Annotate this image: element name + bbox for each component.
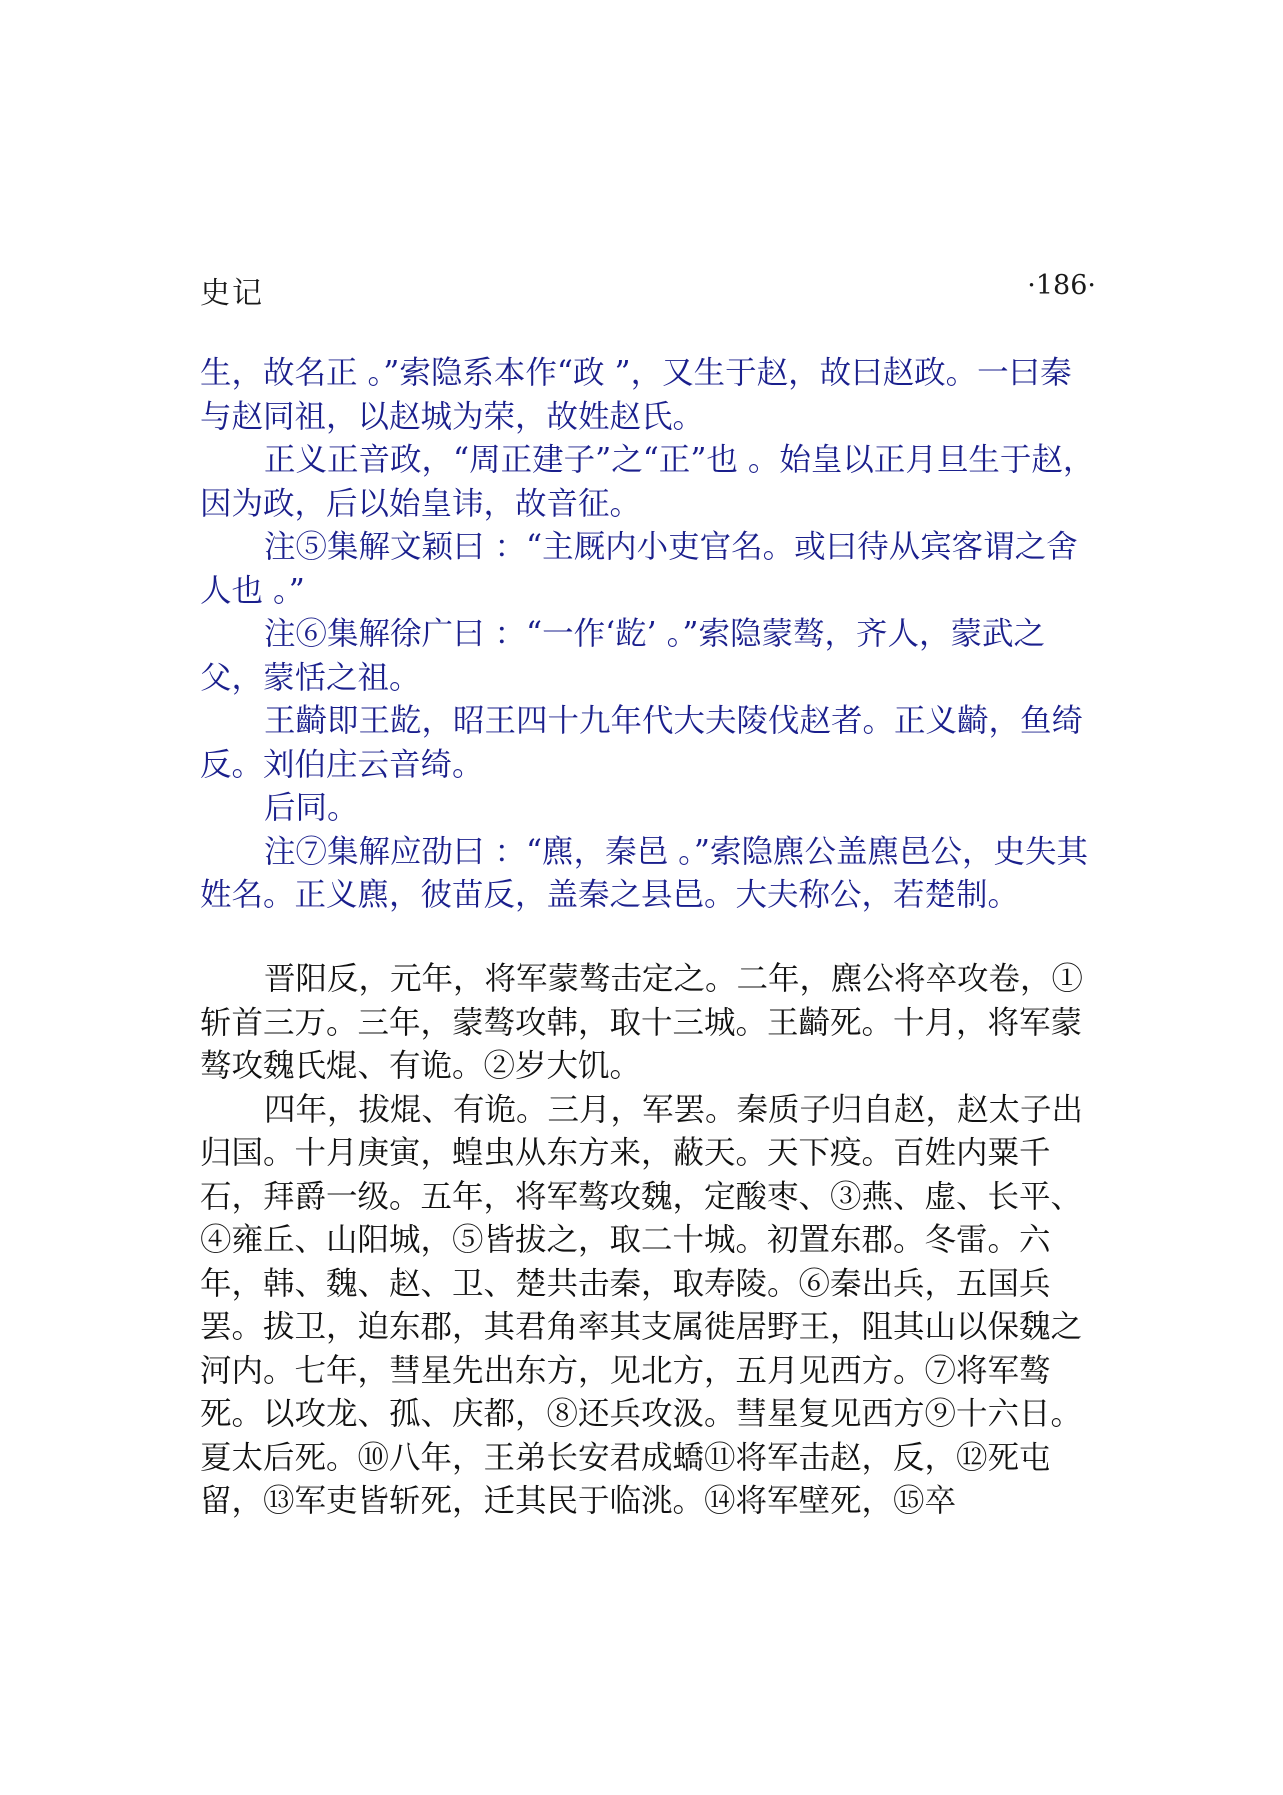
note-paragraph: 后同。	[264, 790, 359, 826]
book-title: 史记	[200, 276, 264, 311]
note-paragraph: 注⑦集解应劭曰 ：“麃，秦邑 。”索隐麃公盖麃邑公，史失其姓名。正义麃，彼苗反，盖秦之县邑。大夫称公，若楚制。	[200, 833, 1088, 913]
note-paragraph: 注⑥集解徐广曰 ：“一作‘龁’ 。”索隐蒙骜，齐人，蒙武之父，蒙恬之祖。	[200, 616, 1046, 696]
page-number: ·186·	[1027, 270, 1096, 301]
annotation-block	[200, 352, 1100, 918]
main-paragraph: 四年，拔焜、有诡。三月，军罢。秦质子归自赵，赵太子出归国。十月庚寅，蝗虫从东方来，蔽天。天下疫。百姓内粟千石，拜爵一级。五年，将军骜攻魏，定酸枣、③燕、虚、长平、④雍丘、山阳城，⑤皆拔之，取二十城。初置东郡。冬雷。六年，韩、魏、赵、卫、楚共击秦，取寿陵。⑥秦出兵，五国兵罢。拔卫，迫东郡，其君角率其支属徙居野王，阻其山以保魏之河内。七年，彗星先出东方，见北方，五月见西方。⑦将军骜死。以攻龙、孤、庆都，⑧还兵攻汲。彗星复见西方⑨十六日。夏太后死。⑩八年，王弟长安君成蟜⑪将军击赵，反，⑫死屯留，⑬军吏皆斩死，迁其民于临洮。⑭将军壁死，⑮卒	[200, 1091, 1084, 1519]
note-paragraph: 生，故名正 。”索隐系本作“政 ”，又生于赵，故曰赵政。一曰秦与赵同祖，以赵城为荣，故姓赵氏。	[200, 355, 1072, 435]
page-header	[200, 268, 1096, 312]
main-paragraph: 晋阳反，元年，将军蒙骜击定之。二年，麃公将卒攻卷，①斩首三万。三年，蒙骜攻韩，取十三城。王齮死。十月，将军蒙骜攻魏氏焜、有诡。②岁大饥。	[200, 961, 1084, 1084]
note-paragraph: 正义正音政，“周正建子”之“正”也 。始皇以正月旦生于赵，因为政，后以始皇讳，故音征。	[200, 442, 1095, 522]
main-text-block	[200, 958, 1100, 1524]
note-paragraph: 王齮即王龁，昭王四十九年代大夫陵伐赵者。正义齮，鱼绮反。刘伯庄云音绮。	[200, 703, 1084, 783]
note-paragraph: 注⑤集解文颖曰 ：“主厩内小吏官名。或曰待从宾客谓之舍人也 。”	[200, 529, 1078, 609]
